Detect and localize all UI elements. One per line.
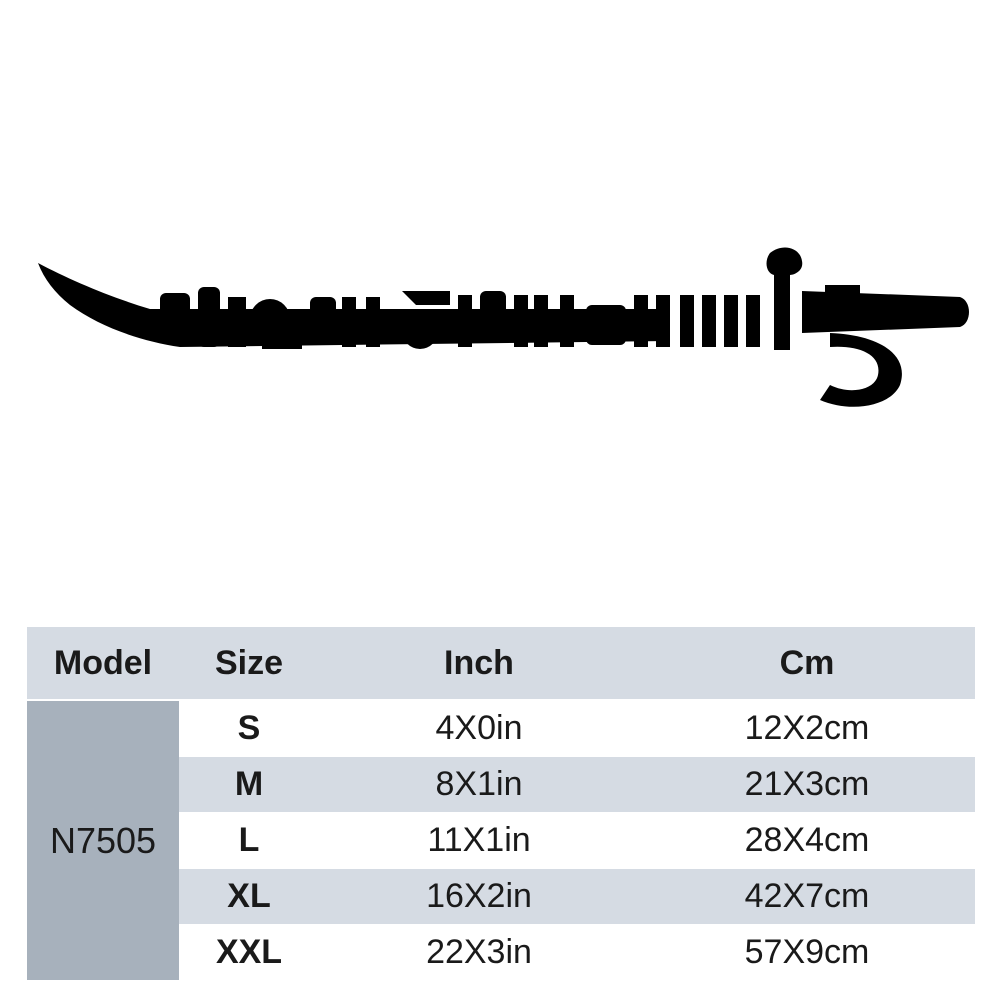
inch-cell: 4X0in — [319, 700, 639, 757]
calligraphy-sword-decal — [30, 235, 975, 415]
size-cell: L — [179, 813, 319, 869]
table-header-row — [27, 627, 975, 700]
cm-cell: 42X7cm — [639, 869, 975, 925]
header-inch: Inch — [319, 627, 639, 700]
cm-cell: 12X2cm — [639, 700, 975, 757]
cm-cell: 28X4cm — [639, 813, 975, 869]
cm-cell: 57X9cm — [639, 925, 975, 981]
header-cm: Cm — [639, 627, 975, 700]
size-table — [27, 627, 975, 981]
size-cell: M — [179, 757, 319, 813]
sword-calligraphy-graphic — [30, 235, 975, 415]
header-model: Model — [27, 627, 179, 700]
size-cell: XXL — [179, 925, 319, 981]
size-cell: S — [179, 700, 319, 757]
table-row — [27, 700, 975, 757]
cm-cell: 21X3cm — [639, 757, 975, 813]
inch-cell: 8X1in — [319, 757, 639, 813]
model-number: N7505 — [27, 700, 179, 981]
inch-cell: 11X1in — [319, 813, 639, 869]
inch-cell: 22X3in — [319, 925, 639, 981]
header-size: Size — [179, 627, 319, 700]
inch-cell: 16X2in — [319, 869, 639, 925]
size-cell: XL — [179, 869, 319, 925]
